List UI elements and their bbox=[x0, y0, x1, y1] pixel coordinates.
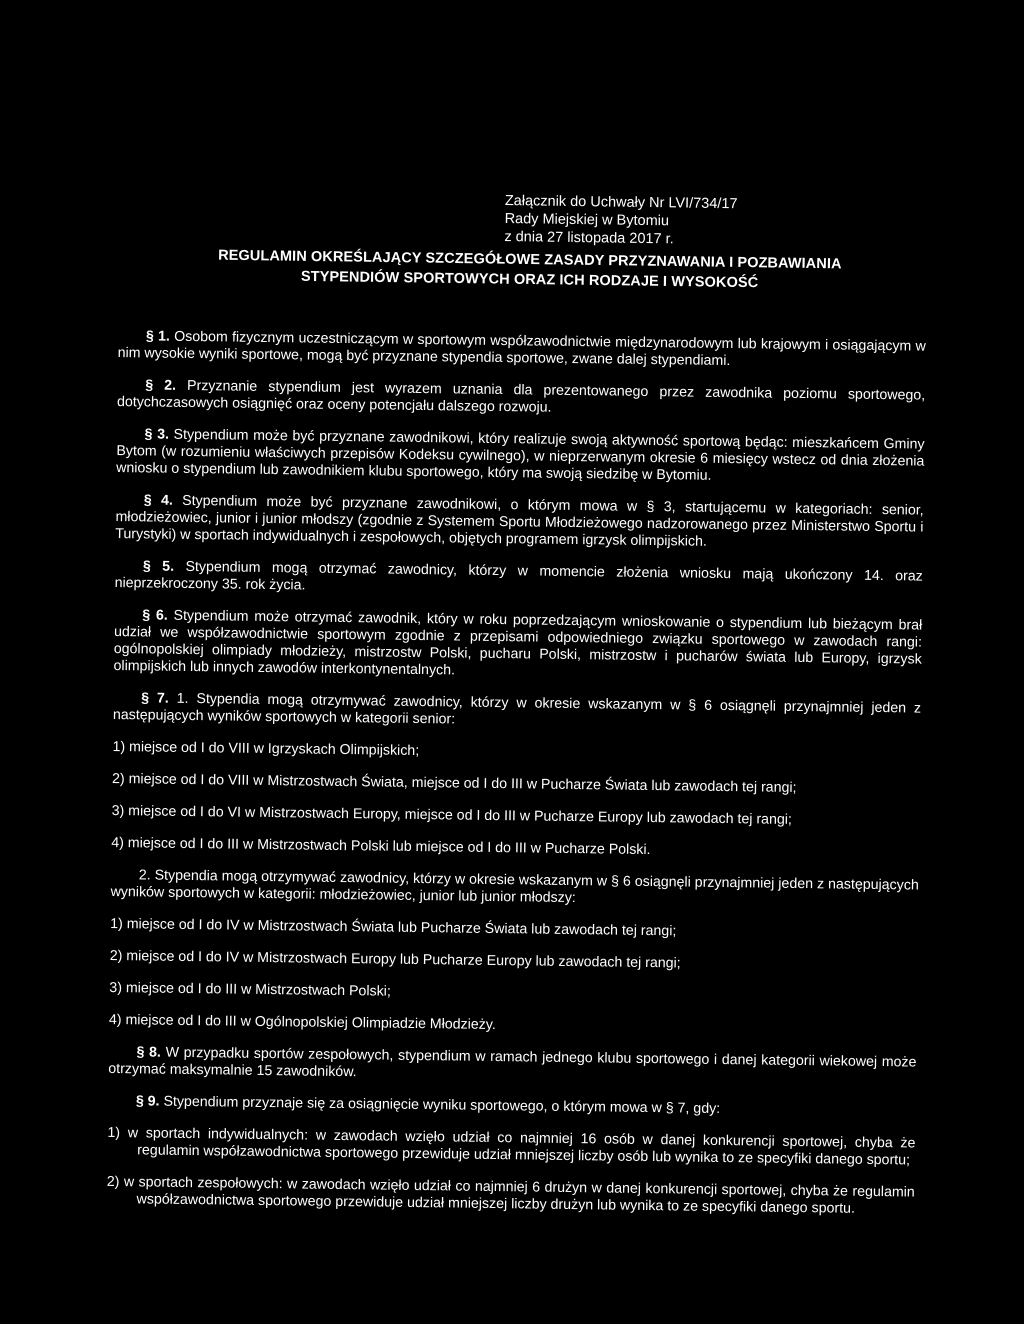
attachment-header bbox=[504, 192, 825, 250]
list-item: 1) miejsce od I do IV w Mistrzostwach Świata lub Pucharze Świata lub zawodach tej rangi; bbox=[110, 915, 677, 940]
section-number: § 9. bbox=[135, 1093, 160, 1110]
section-text: Stypendium może być przyznane zawodnikowi, który realizuje swoją aktywność sportową będąc: mieszkańcem Gminy Bytom (w rozumieniu właściwych przepisów Kodeksu cywilnego), w nieprzerwanym okresie 6 miesięcy wstecz od dnia złożenia wniosku o stypendium lub zawodnikiem klubu sportowego, który ma swoją siedzibę w Bytomiu. bbox=[116, 426, 925, 484]
title-line-2: STYPENDIÓW SPORTOWYCH ORAZ ICH RODZAJE I WYSOKOŚĆ bbox=[300, 268, 759, 292]
section-7-point-1 bbox=[113, 690, 921, 735]
title-line-1: REGULAMIN OKREŚLAJĄCY SZCZEGÓŁOWE ZASADY PRZYZNAWANIA I POZBAWIANIA bbox=[218, 247, 842, 273]
section-number: § 3. bbox=[144, 426, 170, 443]
section-8 bbox=[108, 1044, 916, 1089]
list-item: 2) miejsce od I do IV w Mistrzostwach Europy lub Pucharze Europy lub zawodach tej rangi; bbox=[109, 947, 681, 972]
section-text: 2. Stypendia mogą otrzymywać zawodnicy, którzy w okresie wskazanym w § 6 osiągnęli przynajmniej jeden z następujących wyników sportowych w kategorii: młodzieżowiec, junior lub junior młodszy: bbox=[110, 867, 919, 907]
section-1 bbox=[118, 328, 926, 373]
section-text: Stypendium przyznaje się za osiągnięcie wyniku sportowego, o którym mowa w § 7, gdy: bbox=[159, 1093, 721, 1117]
attachment-line: Załącznik do Uchwały Nr LVI/734/17 bbox=[504, 192, 738, 213]
section-text: Stypendium może być przyznane zawodnikowi, o którym mowa w § 3, startującemu w kategoriach: senior, młodzieżowiec, junior i junior młodszy (zgodnie z Systemem Sportu Młodzieżowego nadzorowanego przez Ministerstwo Sportu i Turystyki) w sportach indywidualnych i zespołowych, objętych programem igrzysk olimpijskich. bbox=[115, 492, 924, 550]
section-9 bbox=[108, 1093, 916, 1121]
section-number: § 2. bbox=[145, 377, 177, 394]
section-text: Przyznanie stypendium jest wyrazem uznania dla prezentowanego przez zawodnika poziomu sportowego, dotychczasowych osiągnięć oraz oceny potencjału dalszego rozwoju. bbox=[116, 377, 926, 416]
section-6 bbox=[113, 607, 922, 686]
section-number: § 7. bbox=[141, 690, 169, 707]
list-item: 2) miejsce od I do VIII w Mistrzostwach Świata, miejsce od I do III w Pucharze Świata lub zawodach tej rangi; bbox=[111, 770, 797, 796]
section-text: W przypadku sportów zespołowych, stypendium w ramach jednego klubu sportowego i danej kategorii wiekowej może otrzymać maksymalnie 15 zawodników. bbox=[108, 1044, 917, 1081]
section-number: § 6. bbox=[142, 607, 168, 624]
council-line: Rady Miejskiej w Bytomiu bbox=[504, 210, 670, 230]
section-text: Stypendium mogą otrzymać zawodnicy, którzy w momencie złożenia wniosku mają ukończony 14. oraz nieprzekroczony 35. rok życia. bbox=[114, 558, 923, 594]
section-number: § 8. bbox=[136, 1044, 162, 1061]
list-item: 4) miejsce od I do III w Mistrzostwach Polski lub miejsce od I do III w Pucharze Polski. bbox=[111, 834, 651, 859]
date-line: z dnia 27 listopada 2017 r. bbox=[504, 228, 674, 248]
section-3 bbox=[116, 426, 925, 488]
document-body bbox=[106, 328, 926, 1233]
section-number: § 5. bbox=[142, 558, 175, 575]
list-item: 1) w sportach indywidualnych: w zawodach wzięło udział co najmniej 16 osób w danej konkurencji sportowej, chyba że regulamin współzawodnictwa sportowego przewiduje udział mniejszej liczby osób lub wynika to ze specyfiki danego sportu; bbox=[107, 1124, 916, 1169]
section-text: Osobom fizycznym uczestniczącym w sportowym współzawodnictwie międzynarodowym lub krajowym i osiągającym w nim wysokie wyniki sportowe, mogą być przyznane stypendia sportowe, zwane dalej stypendiami. bbox=[117, 328, 926, 370]
list-item: 3) miejsce od I do VI w Mistrzostwach Europy, miejsce od I do III w Pucharze Europy lub zawodach tej rangi; bbox=[111, 802, 792, 828]
document-title bbox=[169, 245, 889, 295]
list-item: 4) miejsce od I do III w Ogólnopolskiej Olimpiadzie Młodzieży. bbox=[108, 1011, 496, 1034]
section-text: 1. Stypendia mogą otrzymywać zawodnicy, którzy w okresie wskazanym w § 6 osiągnęli przynajmniej jeden z następujących wyników sportowych w kategorii senior: bbox=[112, 690, 922, 728]
section-number: § 4. bbox=[143, 492, 173, 509]
section-text: Stypendium może otrzymać zawodnik, który w roku poprzedzającym wnioskowanie o stypendium lub bieżącym brał udział we współzawodnictwie sportowym zgodnie z przepisami odpowiedniego związku sportowego w zawodach rangi: ogólnopolskiej olimpiady młodzieży, mistrzostw Polski, pucharu Polski, mistrzostw i pucharów świata lub Europy, igrzysk olimpijskich lub innych zawodów interkontynentalnych. bbox=[113, 607, 923, 679]
section-5 bbox=[115, 558, 923, 603]
section-4 bbox=[115, 492, 924, 554]
list-item: 3) miejsce od I do III w Mistrzostwach Polski; bbox=[109, 979, 391, 1000]
section-2 bbox=[117, 377, 925, 422]
list-item: 2) w sportach zespołowych: w zawodach wzięło udział co najmniej 6 drużyn w danej konkurencji sportowej, chyba że regulamin współzawodnictwa sportowego przewiduje udział mniejszej liczby drużyn lub wynika to ze specyfiki danego sportu. bbox=[106, 1173, 915, 1217]
section-7-point-2 bbox=[110, 867, 918, 912]
section-number: § 1. bbox=[145, 328, 170, 345]
list-item: 1) miejsce od I do VIII w Igrzyskach Olimpijskich; bbox=[112, 738, 420, 759]
